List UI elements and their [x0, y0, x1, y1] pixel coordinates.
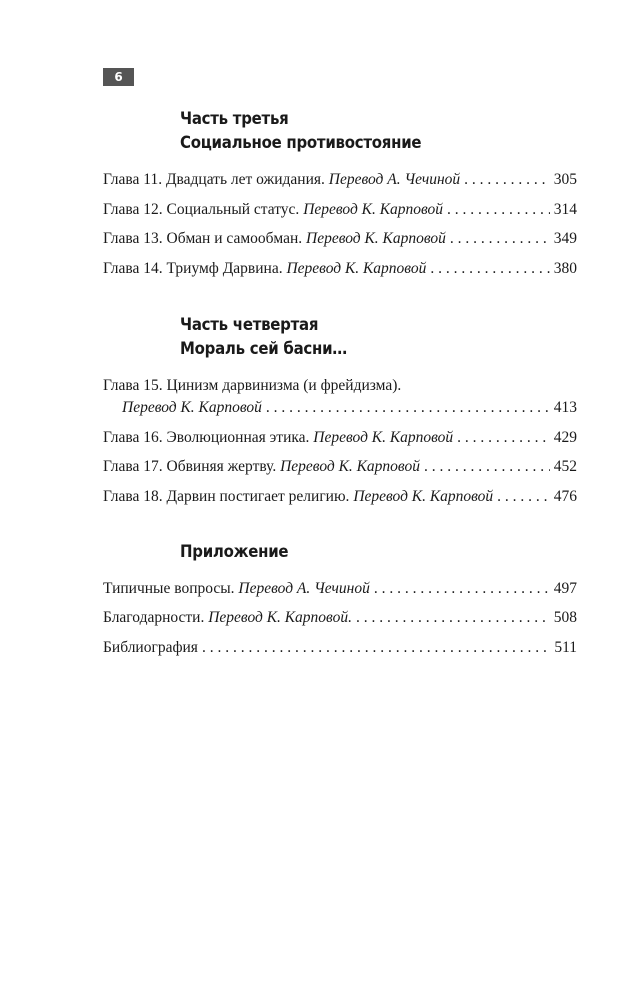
translator: Перевод К. Карповой — [303, 201, 444, 218]
chapter-title: Глава 12. Социальный статус. — [103, 201, 300, 218]
chapter-title: Благодарности. — [103, 609, 205, 626]
toc-entry-chapter-15-title[interactable]: Глава 15. Цинизм дарвинизма (и фрейдизма). — [103, 377, 402, 394]
appendix-heading — [180, 540, 288, 564]
appendix-title: Приложение — [180, 542, 289, 562]
chapter-title: Глава 14. Триумф Дарвина. — [103, 260, 283, 277]
chapter-title: Глава 17. Обвиняя жертву. — [103, 458, 277, 475]
toc-entry-bibliography[interactable] — [103, 637, 577, 659]
dot-leader — [202, 637, 550, 659]
dot-leader — [497, 486, 550, 508]
toc-entry-chapter-12[interactable] — [103, 199, 577, 221]
translator: Перевод К. Карповой — [286, 260, 427, 277]
part-4-title: Часть четвертая — [180, 315, 319, 335]
page-ref: 349 — [553, 230, 577, 247]
toc-entry-chapter-13[interactable] — [103, 228, 577, 250]
chapter-title: Типичные вопросы. — [103, 580, 235, 597]
dot-leader — [430, 258, 549, 280]
part-3-subtitle: Социальное противостояние — [180, 133, 422, 153]
part-4-subtitle: Мораль сей басни… — [180, 339, 348, 359]
part-3-heading — [180, 107, 421, 155]
translator: Перевод А. Чечиной — [328, 171, 461, 188]
page-number-badge: 6 — [103, 68, 134, 86]
translator: Перевод К. Карповой — [280, 458, 420, 475]
page-ref: 380 — [553, 260, 577, 277]
chapter-title: Глава 13. Обман и самообман. — [103, 230, 303, 247]
toc-entry-typical-questions[interactable] — [103, 578, 577, 600]
toc-entry-chapter-14[interactable] — [103, 258, 577, 280]
dot-leader — [266, 397, 550, 419]
toc-entry-chapter-11[interactable] — [103, 169, 577, 191]
chapter-title: Глава 11. Двадцать лет ожидания. — [103, 171, 325, 188]
page-ref: 497 — [553, 580, 577, 597]
page-ref: 476 — [553, 488, 577, 505]
dot-leader — [464, 169, 550, 191]
chapter-title: Библиография — [103, 639, 198, 656]
page-ref: 429 — [553, 429, 577, 446]
translator: Перевод К. Карповой — [353, 488, 494, 505]
part-3-title: Часть третья — [180, 109, 289, 129]
page-ref: 452 — [553, 458, 577, 475]
page-ref: 511 — [554, 639, 577, 656]
chapter-title: Глава 18. Дарвин постигает религию. — [103, 488, 350, 505]
dot-leader — [450, 228, 550, 250]
toc-entry-chapter-18[interactable] — [103, 486, 577, 508]
chapter-title: Глава 16. Эволюционная этика. — [103, 429, 310, 446]
translator: Перевод К. Карповой — [122, 399, 262, 416]
translator: Перевод А. Чечиной — [238, 580, 370, 597]
toc-entry-acknowledgements[interactable] — [103, 607, 577, 629]
dot-leader — [356, 607, 550, 629]
toc-entry-chapter-16[interactable] — [103, 427, 577, 449]
toc-entry-chapter-15[interactable] — [122, 397, 577, 419]
dot-leader — [374, 578, 550, 600]
translator: Перевод К. Карповой. — [208, 609, 352, 626]
translator: Перевод К. Карповой — [313, 429, 454, 446]
dot-leader — [457, 427, 550, 449]
part-4-heading — [180, 313, 347, 361]
page-ref: 413 — [553, 399, 577, 416]
dot-leader — [424, 456, 550, 478]
dot-leader — [447, 199, 550, 221]
toc-entry-chapter-17[interactable] — [103, 456, 577, 478]
page-ref: 508 — [553, 609, 577, 626]
page-ref: 314 — [553, 201, 577, 218]
page-ref: 305 — [553, 171, 577, 188]
translator: Перевод К. Карповой — [306, 230, 446, 247]
